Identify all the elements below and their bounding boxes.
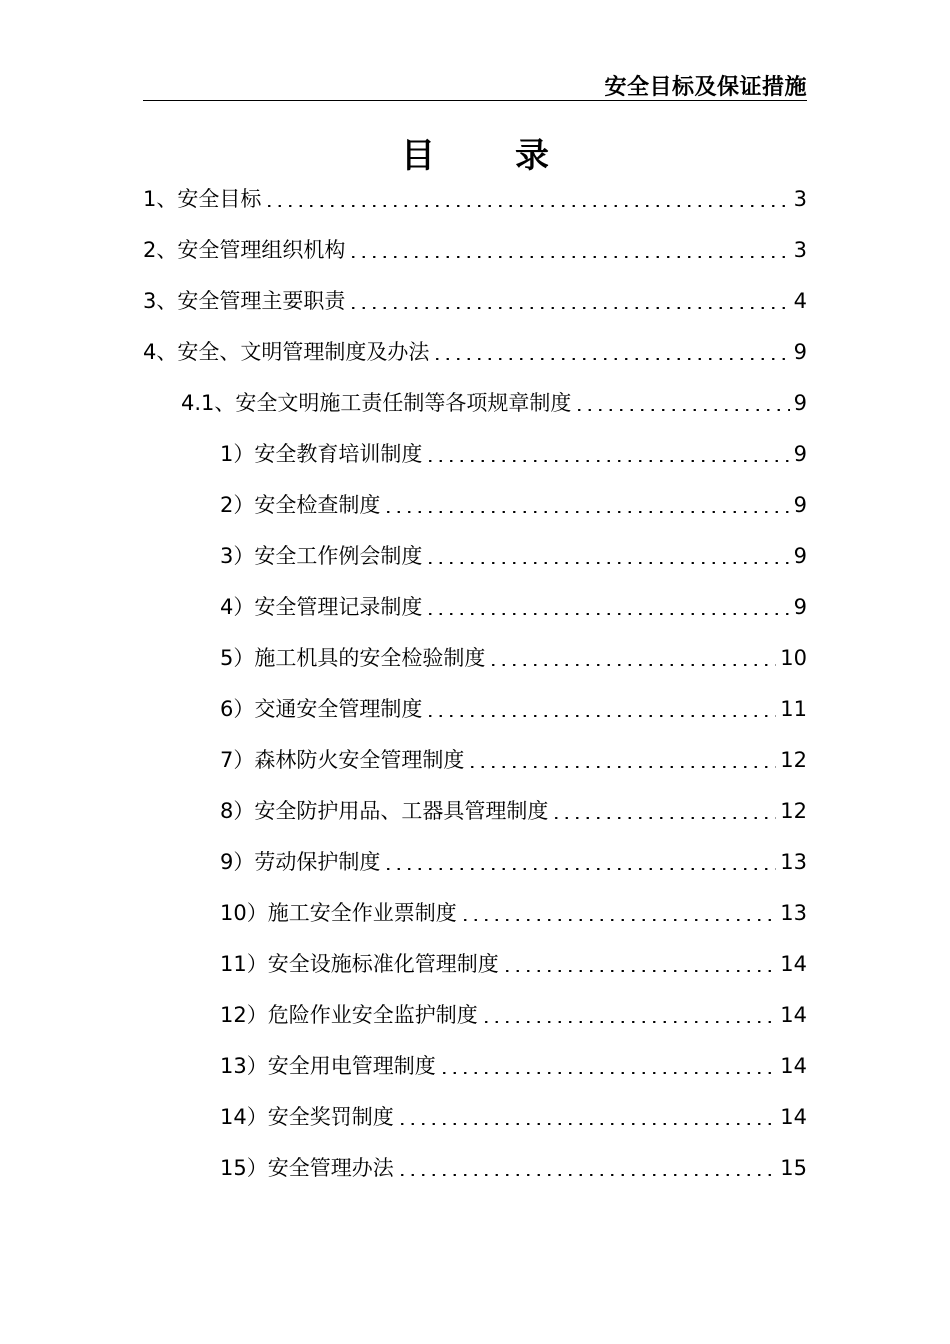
- toc-entry[interactable]: [220, 427, 807, 467]
- toc-entry[interactable]: [220, 631, 807, 671]
- toc-entry-label: 11）安全设施标准化管理制度: [220, 952, 499, 976]
- toc-entry-page-number: 10: [780, 646, 807, 670]
- toc-entry-label: 2、安全管理组织机构: [143, 238, 346, 262]
- toc-entry[interactable]: [220, 988, 807, 1028]
- toc-entry-label: 12）危险作业安全监护制度: [220, 1003, 478, 1027]
- toc-dot-leader: [383, 868, 776, 870]
- toc-dot-leader: [467, 766, 776, 768]
- toc-dot-leader: [383, 511, 789, 513]
- toc-entry-page-number: 14: [780, 952, 807, 976]
- toc-entry[interactable]: [143, 172, 807, 212]
- toc-entry-page-number: 11: [780, 697, 807, 721]
- toc-entry-page-number: 9: [793, 493, 807, 517]
- toc-entry-page-number: 14: [780, 1105, 807, 1129]
- toc-entry-label: 1、安全目标: [143, 187, 262, 211]
- toc-entry-label: 8）安全防护用品、工器具管理制度: [220, 799, 549, 823]
- toc-entry-page-number: 14: [780, 1054, 807, 1078]
- toc-entry-page-number: 9: [793, 595, 807, 619]
- toc-entry-label: 9）劳动保护制度: [220, 850, 381, 874]
- toc-entry[interactable]: [220, 886, 807, 926]
- toc-dot-leader: [264, 205, 789, 207]
- toc-entry[interactable]: [143, 325, 807, 365]
- toc-entry[interactable]: [220, 682, 807, 722]
- toc-entry[interactable]: [220, 580, 807, 620]
- toc-dot-leader: [502, 970, 777, 972]
- toc-entry-page-number: 12: [780, 799, 807, 823]
- page-header: [143, 66, 807, 101]
- toc-entry-page-number: 9: [793, 442, 807, 466]
- toc-entry-label: 10）施工安全作业票制度: [220, 901, 457, 925]
- toc-dot-leader: [460, 919, 777, 921]
- toc-entry-page-number: 9: [793, 391, 807, 415]
- toc-entry-page-number: 13: [780, 850, 807, 874]
- toc-entry[interactable]: [220, 1039, 807, 1079]
- toc-entry-label: 1）安全教育培训制度: [220, 442, 423, 466]
- toc-entry-label: 13）安全用电管理制度: [220, 1054, 436, 1078]
- toc-dot-leader: [348, 307, 789, 309]
- toc-dot-leader: [574, 409, 789, 411]
- toc-entry-label: 3、安全管理主要职责: [143, 289, 346, 313]
- toc-dot-leader: [397, 1123, 777, 1125]
- toc-entry[interactable]: [220, 784, 807, 824]
- toc-entry-page-number: 3: [793, 187, 807, 211]
- toc-dot-leader: [425, 562, 789, 564]
- toc-dot-leader: [439, 1072, 777, 1074]
- toc-entry-label: 6）交通安全管理制度: [220, 697, 423, 721]
- toc-entry[interactable]: [220, 937, 807, 977]
- toc-entry-page-number: 9: [793, 544, 807, 568]
- toc-entry-label: 4.1、安全文明施工责任制等各项规章制度: [181, 391, 572, 415]
- toc-dot-leader: [425, 460, 789, 462]
- toc-entry[interactable]: [220, 1141, 807, 1181]
- toc-entry[interactable]: [220, 733, 807, 773]
- toc-entry[interactable]: [220, 529, 807, 569]
- toc-entry-label: 2）安全检查制度: [220, 493, 381, 517]
- toc-entry[interactable]: [220, 835, 807, 875]
- toc-entry-label: 14）安全奖罚制度: [220, 1105, 394, 1129]
- toc-entry[interactable]: [220, 478, 807, 518]
- toc-dot-leader: [348, 256, 789, 258]
- toc-dot-leader: [397, 1174, 777, 1176]
- toc-dot-leader: [481, 1021, 777, 1023]
- toc-entry-label: 5）施工机具的安全检验制度: [220, 646, 486, 670]
- header-title: 安全目标及保证措施: [604, 75, 807, 100]
- toc-dot-leader: [432, 358, 789, 360]
- toc-entry-label: 4）安全管理记录制度: [220, 595, 423, 619]
- toc-entry-page-number: 4: [793, 289, 807, 313]
- toc-entry-label: 15）安全管理办法: [220, 1156, 394, 1180]
- toc-entry-page-number: 3: [793, 238, 807, 262]
- toc-entry-page-number: 15: [780, 1156, 807, 1180]
- toc-entry[interactable]: [181, 376, 807, 416]
- toc-dot-leader: [425, 715, 776, 717]
- toc-entry[interactable]: [220, 1090, 807, 1130]
- toc-entry-label: 3）安全工作例会制度: [220, 544, 423, 568]
- toc-entry-label: 4、安全、文明管理制度及办法: [143, 340, 430, 364]
- toc-dot-leader: [425, 613, 789, 615]
- toc-entry-page-number: 9: [793, 340, 807, 364]
- toc-entry-label: 7）森林防火安全管理制度: [220, 748, 465, 772]
- toc-dot-leader: [551, 817, 776, 819]
- toc-entry-page-number: 12: [780, 748, 807, 772]
- toc-entry-page-number: 14: [780, 1003, 807, 1027]
- toc-dot-leader: [488, 664, 776, 666]
- toc-title: 目录: [401, 136, 629, 176]
- toc-entry[interactable]: [143, 274, 807, 314]
- toc-entry[interactable]: [143, 223, 807, 263]
- toc-entry-page-number: 13: [780, 901, 807, 925]
